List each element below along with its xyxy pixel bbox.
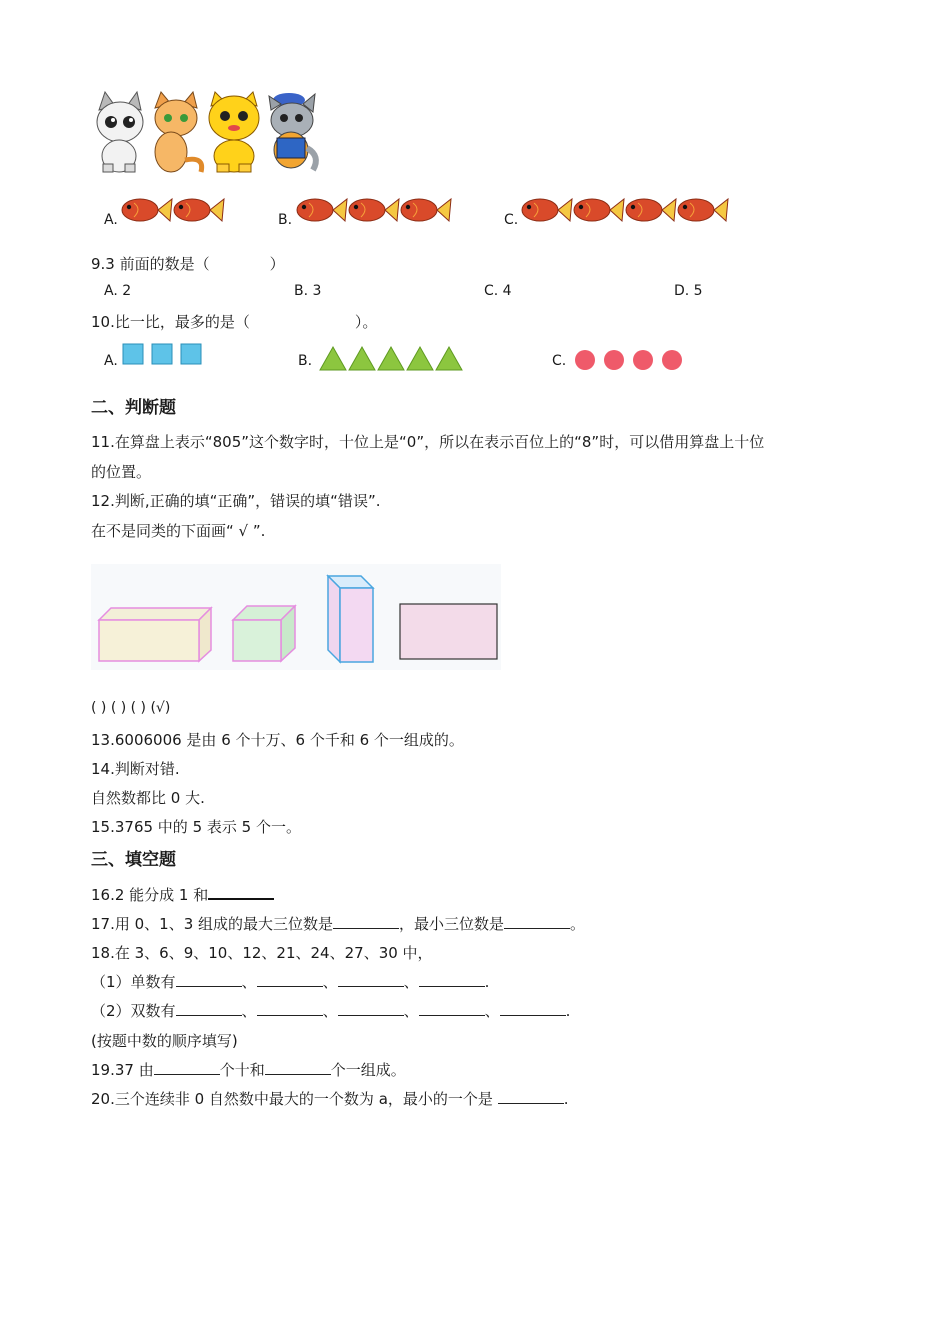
fish-icon xyxy=(574,199,624,221)
separator: 、 xyxy=(241,973,257,991)
q10-option-a-squares xyxy=(122,343,204,371)
q8-option-c-label: C. xyxy=(504,212,519,228)
triangle-icon xyxy=(407,347,433,370)
square-icon xyxy=(181,344,201,364)
q13: 13.6006006 是由 6 个十万、6 个千和 6 个一组成的。 xyxy=(91,731,464,749)
q12-line1: 12.判断,正确的填“正确”，错误的填“错误”. xyxy=(91,492,381,510)
fish-icon xyxy=(174,199,224,221)
triangle-icon xyxy=(436,347,462,370)
q19-text-b: 个十和 xyxy=(219,1061,265,1079)
q8-option-c-fish xyxy=(520,195,728,229)
q19-text-c: 个一组成。 xyxy=(330,1061,406,1079)
circle-icon xyxy=(633,350,653,370)
q8-option-b-fish xyxy=(295,195,451,229)
q18-even-blank-3[interactable] xyxy=(338,1001,404,1016)
q9-question: 9.3 前面的数是（ ） xyxy=(91,255,285,273)
q20 xyxy=(91,1088,568,1109)
q18-odd-blank-4[interactable] xyxy=(419,972,485,987)
q15: 15.3765 中的 5 表示 5 个一。 xyxy=(91,818,301,836)
q18-line1: 18.在 3、6、9、10、12、21、24、27、30 中， xyxy=(91,944,433,962)
q9-option-b: B. 3 xyxy=(294,283,322,299)
q11-line2: 的位置。 xyxy=(91,463,152,481)
rectangle-shape xyxy=(400,604,497,659)
q10-option-b-triangles xyxy=(320,346,466,376)
period: . xyxy=(565,1002,571,1020)
fish-icon xyxy=(522,199,572,221)
triangle-icon xyxy=(378,347,404,370)
q11-line1: 11.在算盘上表示“805”这个数字时，十位上是“0”，所以在表示百位上的“8”时，可以借用算盘上十位 xyxy=(91,433,765,451)
q19-blank-ones[interactable] xyxy=(265,1060,331,1075)
q19-text-a: 19.37 由 xyxy=(91,1061,154,1079)
separator: 、 xyxy=(322,973,338,991)
q12-line2: 在不是同类的下面画“ √ ”. xyxy=(91,522,266,540)
square-icon xyxy=(152,344,172,364)
q16 xyxy=(91,884,274,905)
separator: 、 xyxy=(241,1002,257,1020)
q9-option-d: D. 5 xyxy=(674,283,703,299)
q19 xyxy=(91,1059,406,1080)
q18-odd-label: （1）单数有 xyxy=(91,973,176,991)
q9-option-c: C. 4 xyxy=(484,283,512,299)
q14-line1: 14.判断对错. xyxy=(91,760,180,778)
cuboid-shape xyxy=(99,608,211,661)
q8-option-a-fish xyxy=(120,195,226,229)
q14-line2: 自然数都比 0 大. xyxy=(91,789,205,807)
q10-question: 10.比一比，最多的是（ ）。 xyxy=(91,313,378,331)
q8-option-a-label: A. xyxy=(104,212,118,228)
q17-text-a: 17.用 0、1、3 组成的最大三位数是 xyxy=(91,915,334,933)
q8-option-b-label: B. xyxy=(278,212,293,228)
q19-blank-tens[interactable] xyxy=(154,1060,220,1075)
separator: 、 xyxy=(403,973,419,991)
q18-odd-blank-1[interactable] xyxy=(176,972,242,987)
q12-marks: ( ) ( ) ( ) (√) xyxy=(91,700,171,716)
q10-option-c-label: C. xyxy=(552,353,567,369)
separator: 、 xyxy=(322,1002,338,1020)
circle-icon xyxy=(604,350,624,370)
q18-even xyxy=(91,1000,570,1021)
q18-even-blank-4[interactable] xyxy=(419,1001,485,1016)
circle-icon xyxy=(575,350,595,370)
q18-even-blank-1[interactable] xyxy=(176,1001,242,1016)
q17-blank-min[interactable] xyxy=(504,914,570,929)
q17-text-b: ，最小三位数是 xyxy=(399,915,505,933)
separator: 、 xyxy=(403,1002,419,1020)
q16-text: 16.2 能分成 1 和 xyxy=(91,886,209,904)
prism-shape xyxy=(328,576,373,662)
q18-note: (按题中数的顺序填写) xyxy=(91,1032,238,1050)
triangle-icon xyxy=(320,347,346,370)
section-heading-judgment: 二、判断题 xyxy=(91,398,176,418)
q10-option-b-label: B. xyxy=(298,353,313,369)
fish-icon xyxy=(626,199,676,221)
q18-even-blank-2[interactable] xyxy=(257,1001,323,1016)
fish-icon xyxy=(349,199,399,221)
q18-odd xyxy=(91,971,489,992)
q17-text-c: 。 xyxy=(570,915,586,933)
q9-option-a: A. 2 xyxy=(104,283,132,299)
q10-option-c-circles xyxy=(574,349,686,377)
q20-text: 20.三个连续非 0 自然数中最大的一个数为 a，最小的一个是 xyxy=(91,1090,493,1108)
q18-odd-blank-3[interactable] xyxy=(338,972,404,987)
square-icon xyxy=(123,344,143,364)
section-heading-fill-blank: 三、填空题 xyxy=(91,850,176,870)
fish-icon xyxy=(122,199,172,221)
fish-icon xyxy=(297,199,347,221)
cube-shape xyxy=(233,606,295,661)
q18-even-label: （2）双数有 xyxy=(91,1002,176,1020)
q17-blank-max[interactable] xyxy=(333,914,399,929)
cats-illustration xyxy=(91,88,323,174)
q17 xyxy=(91,913,585,934)
circle-icon xyxy=(662,350,682,370)
separator: 、 xyxy=(484,1002,500,1020)
q20-blank[interactable] xyxy=(498,1089,564,1104)
q18-even-blank-5[interactable] xyxy=(500,1001,566,1016)
q18-odd-blank-2[interactable] xyxy=(257,972,323,987)
q10-option-a-label: A. xyxy=(104,353,118,369)
q12-shapes-figure xyxy=(91,564,501,674)
period: . xyxy=(563,1090,569,1108)
q16-blank[interactable] xyxy=(208,884,274,900)
fish-icon xyxy=(678,199,728,221)
triangle-icon xyxy=(349,347,375,370)
fish-icon xyxy=(401,199,451,221)
period: . xyxy=(484,973,490,991)
